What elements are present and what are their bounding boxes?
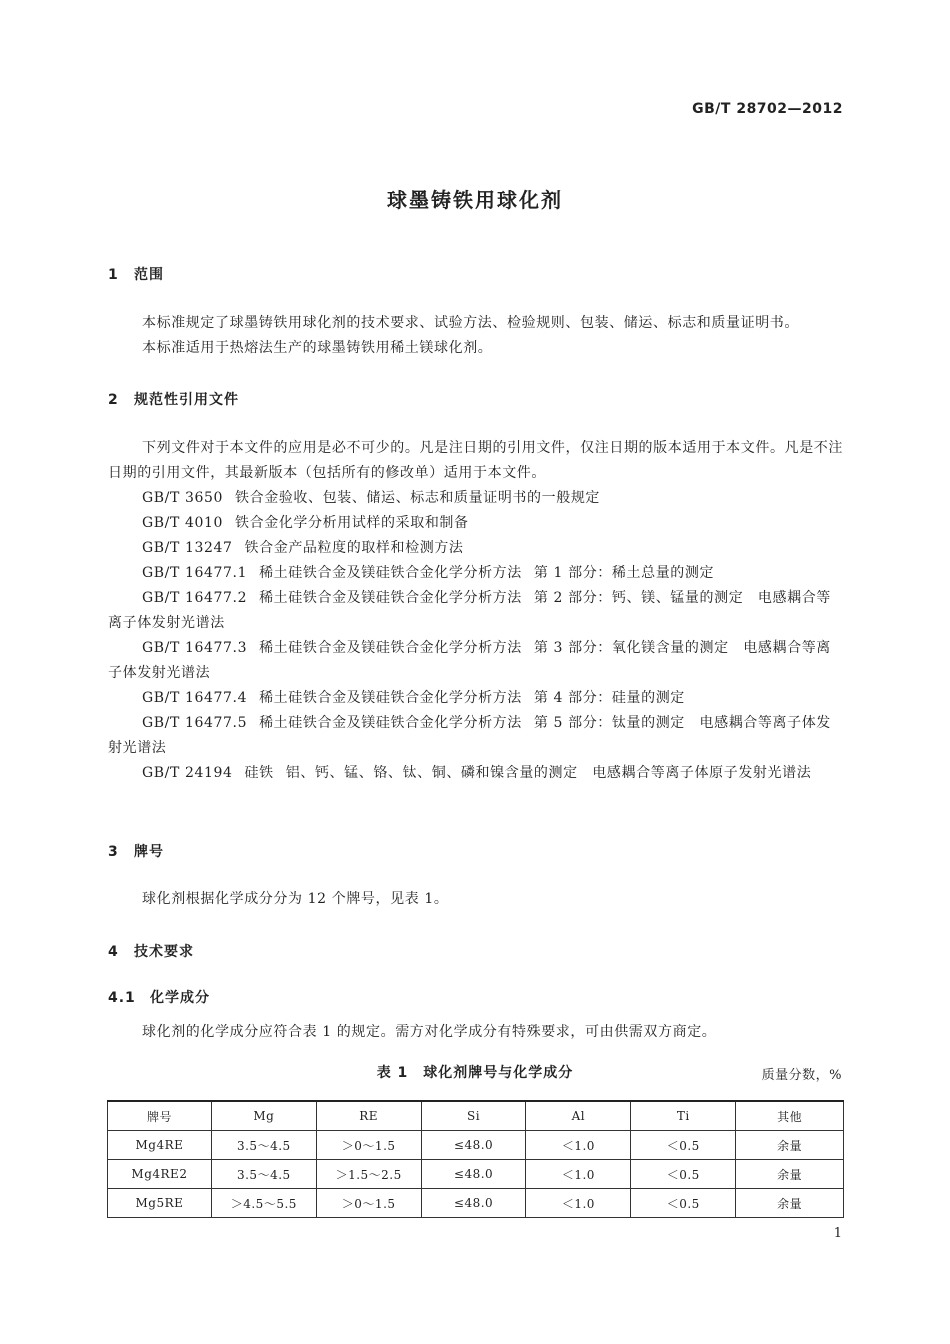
table-cell: ＜1.0 — [526, 1160, 631, 1189]
reference-title: 铁合金验收、包装、储运、标志和质量证明书的一般规定 — [235, 490, 601, 506]
section-title: 化学成分 — [150, 990, 210, 1006]
reference-title: 铁合金产品粒度的取样和检测方法 — [244, 540, 464, 556]
chemical-composition-table — [107, 1100, 844, 1218]
section-1-heading — [108, 264, 164, 284]
table-cell: ＜1.0 — [526, 1189, 631, 1218]
reference-code: GB/T 16477.2 — [142, 590, 248, 606]
reference-part: 第 4 部分：硅量的测定 — [533, 690, 685, 706]
section-4-1-paragraph — [108, 1020, 843, 1045]
reference-item — [108, 511, 843, 536]
standard-code: GB/T 28702—2012 — [692, 101, 843, 117]
section-number: 2 — [108, 392, 119, 408]
section-number: 3 — [108, 844, 119, 860]
section-2-heading — [108, 389, 239, 409]
reference-code: GB/T 16477.3 — [142, 640, 248, 656]
section-title: 规范性引用文件 — [134, 392, 239, 408]
section-3-heading — [108, 841, 164, 861]
reference-item — [108, 636, 843, 686]
reference-item — [108, 561, 843, 586]
section-title: 范围 — [134, 267, 164, 283]
table-row — [108, 1131, 844, 1160]
table-cell: ≤48.0 — [421, 1189, 526, 1218]
section-3-paragraph — [108, 887, 843, 912]
table-cell: ≤48.0 — [421, 1160, 526, 1189]
header-cell: 其他 — [736, 1101, 844, 1131]
table-cell: ＞0～1.5 — [316, 1131, 421, 1160]
reference-part: 第 1 部分：稀土总量的测定 — [533, 565, 715, 581]
reference-code: GB/T 13247 — [142, 540, 233, 556]
reference-code: GB/T 3650 — [142, 490, 224, 506]
reference-code: GB/T 16477.1 — [142, 565, 248, 581]
section-4-heading — [108, 941, 194, 961]
table-cell: Mg4RE — [108, 1131, 212, 1160]
table-cell: ＜0.5 — [631, 1131, 736, 1160]
reference-item — [108, 586, 843, 636]
table-cell: Mg5RE — [108, 1189, 212, 1218]
table-cell: ＞1.5～2.5 — [316, 1160, 421, 1189]
reference-part: 第 3 部分：氧化镁含量的测定 电感耦合等离子体发射光谱法 — [108, 640, 831, 681]
reference-title: 铁合金化学分析用试样的采取和制备 — [235, 515, 469, 531]
table-cell: 余量 — [736, 1160, 844, 1189]
table-row — [108, 1189, 844, 1218]
table-cell: ＜0.5 — [631, 1189, 736, 1218]
table-cell: ＜1.0 — [526, 1131, 631, 1160]
reference-item — [108, 486, 843, 511]
reference-title: 稀土硅铁合金及镁硅铁合金化学分析方法 — [259, 715, 522, 731]
section-4-1-heading — [108, 987, 210, 1007]
reference-item — [108, 711, 843, 761]
section-number: 1 — [108, 267, 119, 283]
table-cell: ≤48.0 — [421, 1131, 526, 1160]
table-unit: 质量分数，% — [761, 1068, 842, 1083]
section-number: 4.1 — [108, 990, 136, 1006]
section-1-paragraph-2 — [108, 336, 843, 361]
table-caption: 表 1 球化剂牌号与化学成分 — [376, 1065, 574, 1081]
header-cell: 牌号 — [108, 1101, 212, 1131]
table-cell: 余量 — [736, 1131, 844, 1160]
section-1-paragraph-1 — [108, 311, 843, 336]
table-cell: ＜0.5 — [631, 1160, 736, 1189]
table-cell: ＞0～1.5 — [316, 1189, 421, 1218]
reference-title: 稀土硅铁合金及镁硅铁合金化学分析方法 — [259, 565, 522, 581]
reference-title: 硅铁 — [244, 765, 274, 781]
reference-item — [108, 761, 843, 786]
paragraph-text: 球化剂根据化学成分分为 12 个牌号，见表 1。 — [142, 891, 449, 907]
reference-title: 稀土硅铁合金及镁硅铁合金化学分析方法 — [259, 640, 522, 656]
reference-code: GB/T 16477.4 — [142, 690, 248, 706]
table-cell: 3.5～4.5 — [211, 1131, 316, 1160]
section-number: 4 — [108, 944, 119, 960]
reference-part: 第 5 部分：钛量的测定 电感耦合等离子体发射光谱法 — [108, 715, 831, 756]
page-number: 1 — [833, 1226, 842, 1241]
section-title: 牌号 — [134, 844, 164, 860]
paragraph-text: 下列文件对于本文件的应用是必不可少的。凡是注日期的引用文件，仅注日期的版本适用于本文件。凡是不注日期的引用文件，其最新版本（包括所有的修改单）适用于本文件。 — [108, 440, 843, 481]
reference-part: 第 2 部分：钙、镁、锰量的测定 电感耦合等离子体发射光谱法 — [108, 590, 831, 631]
reference-item — [108, 686, 843, 711]
section-2-intro — [108, 436, 843, 486]
header-cell: Al — [526, 1101, 631, 1131]
table-header-row — [108, 1101, 844, 1131]
table-cell: 3.5～4.5 — [211, 1160, 316, 1189]
reference-title: 稀土硅铁合金及镁硅铁合金化学分析方法 — [259, 690, 522, 706]
header-cell: Ti — [631, 1101, 736, 1131]
reference-code: GB/T 16477.5 — [142, 715, 248, 731]
header-cell: Mg — [211, 1101, 316, 1131]
document-title: 球墨铸铁用球化剂 — [387, 188, 563, 212]
paragraph-text: 本标准适用于热熔法生产的球墨铸铁用稀土镁球化剂。 — [142, 340, 493, 356]
paragraph-text: 本标准规定了球墨铸铁用球化剂的技术要求、试验方法、检验规则、包装、储运、标志和质量证明书。 — [142, 315, 799, 331]
section-title: 技术要求 — [134, 944, 194, 960]
table-cell: ＞4.5～5.5 — [211, 1189, 316, 1218]
paragraph-text: 球化剂的化学成分应符合表 1 的规定。需方对化学成分有特殊要求，可由供需双方商定。 — [142, 1024, 717, 1040]
reference-item — [108, 536, 843, 561]
table-row — [108, 1160, 844, 1189]
reference-title: 稀土硅铁合金及镁硅铁合金化学分析方法 — [259, 590, 522, 606]
header-cell: Si — [421, 1101, 526, 1131]
reference-code: GB/T 24194 — [142, 765, 233, 781]
table-cell: 余量 — [736, 1189, 844, 1218]
header-cell: RE — [316, 1101, 421, 1131]
reference-code: GB/T 4010 — [142, 515, 224, 531]
reference-part: 铝、钙、锰、铬、钛、铜、磷和镍含量的测定 电感耦合等离子体原子发射光谱法 — [285, 765, 812, 781]
table-cell: Mg4RE2 — [108, 1160, 212, 1189]
